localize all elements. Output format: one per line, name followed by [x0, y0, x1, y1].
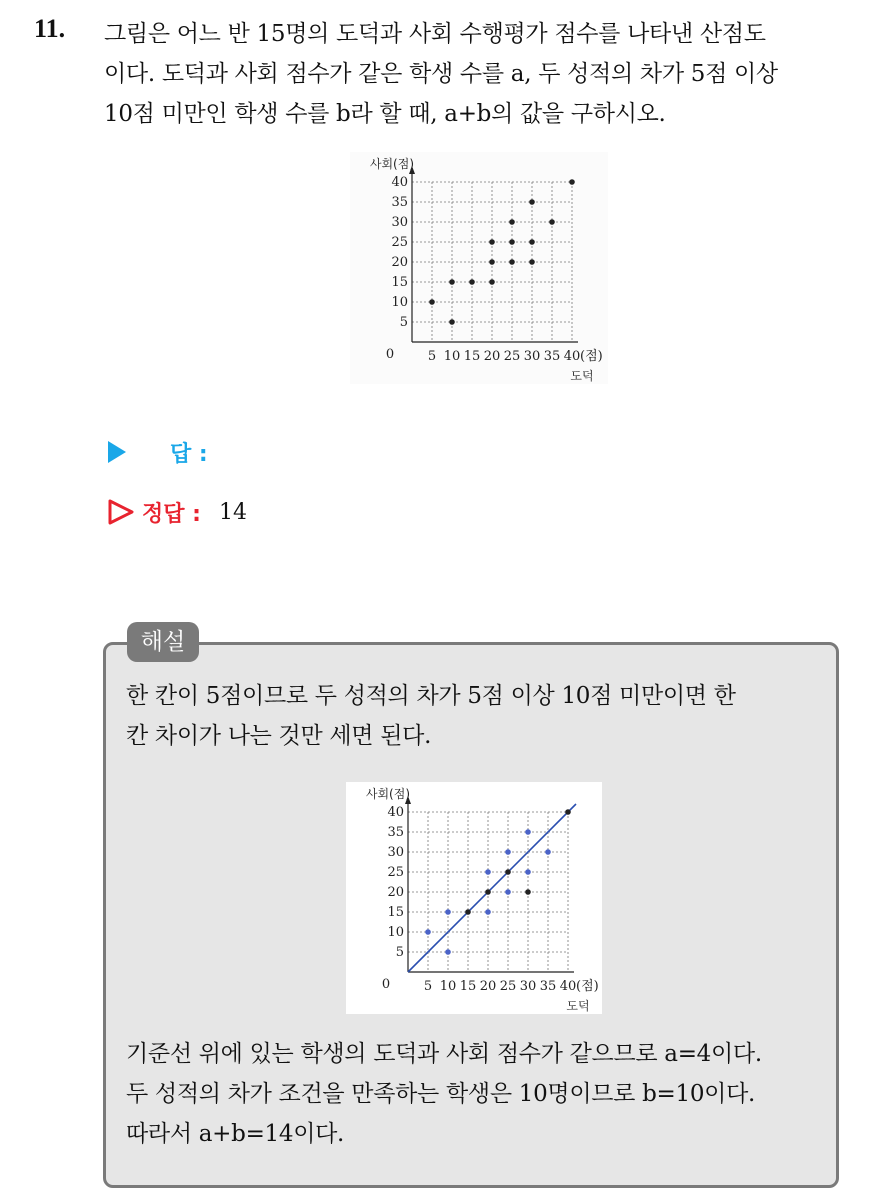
origin-label: 0	[381, 977, 391, 992]
data-point	[489, 239, 495, 245]
explanation-line: 한 칸이 5점이므로 두 성적의 차가 5점 이상 10점 미만이면 한	[126, 683, 736, 709]
explanation-intro	[126, 676, 736, 756]
correct-answer-value: 14	[218, 499, 247, 525]
data-point	[549, 219, 555, 225]
x-tick-label: 25	[503, 349, 521, 364]
y-tick-label: 15	[387, 905, 404, 920]
data-point	[505, 849, 511, 855]
explanation-scatter-plot	[346, 782, 602, 1014]
data-point	[469, 279, 475, 285]
question-line: 10점 미만인 학생 수를 b라 할 때, a+b의 값을 구하시오.	[104, 101, 666, 127]
question-scatter-plot	[350, 152, 608, 384]
data-point	[429, 299, 435, 305]
data-point	[449, 279, 455, 285]
x-tick-label: 40	[563, 349, 581, 364]
y-tick-label: 25	[391, 235, 408, 250]
y-tick-label: 10	[391, 295, 408, 310]
data-point	[525, 869, 531, 875]
data-point	[529, 259, 535, 265]
data-point	[425, 929, 431, 935]
question-line: 그림은 어느 반 15명의 도덕과 사회 수행평가 점수를 나타낸 산점도	[104, 21, 766, 47]
x-tick-label: 30	[523, 349, 541, 364]
y-tick-label: 40	[391, 175, 408, 190]
y-tick-label: 5	[399, 315, 408, 330]
answer-row	[108, 434, 208, 470]
data-point	[569, 179, 575, 185]
x-tick-label: 20	[479, 979, 497, 994]
x-tick-label: 40	[559, 979, 577, 994]
data-point	[509, 259, 515, 265]
data-point	[529, 239, 535, 245]
data-point	[445, 909, 451, 915]
y-tick-label: 40	[387, 805, 404, 820]
data-point	[445, 949, 451, 955]
explanation-line: 칸 차이가 나는 것만 세면 된다.	[126, 723, 432, 749]
data-point	[485, 869, 491, 875]
x-tick-label: 15	[463, 349, 481, 364]
x-unit-label: (점)	[576, 979, 599, 994]
x-axis-label: 도덕	[570, 369, 594, 383]
question-number: 11.	[34, 14, 66, 43]
question-text	[104, 14, 864, 134]
y-tick-label: 20	[387, 885, 404, 900]
y-tick-label: 30	[391, 215, 408, 230]
data-point	[529, 199, 535, 205]
data-point	[489, 259, 495, 265]
data-point	[545, 849, 551, 855]
x-tick-label: 10	[443, 349, 461, 364]
y-tick-label: 30	[387, 845, 404, 860]
explanation-tab: 해설	[127, 622, 199, 662]
y-tick-label: 20	[391, 255, 408, 270]
answer-triangle-icon	[108, 441, 126, 463]
y-axis-label: 사회(점)	[365, 787, 410, 801]
explanation-outro	[126, 1034, 762, 1154]
x-tick-label: 20	[483, 349, 501, 364]
data-point	[489, 279, 495, 285]
x-tick-label: 10	[439, 979, 457, 994]
x-tick-label: 35	[539, 979, 557, 994]
data-point	[509, 219, 515, 225]
data-point	[509, 239, 515, 245]
origin-label: 0	[385, 347, 395, 362]
y-tick-label: 15	[391, 275, 408, 290]
question-line: 이다. 도덕과 사회 점수가 같은 학생 수를 a, 두 성적의 차가 5점 이상	[104, 61, 778, 87]
data-point	[525, 829, 531, 835]
x-tick-label: 15	[459, 979, 477, 994]
y-tick-label: 10	[387, 925, 404, 940]
data-point	[505, 869, 511, 875]
x-tick-label: 35	[543, 349, 561, 364]
explanation-line: 따라서 a+b=14이다.	[126, 1121, 345, 1147]
explanation-line: 두 성적의 차가 조건을 만족하는 학생은 10명이므로 b=10이다.	[126, 1081, 756, 1107]
data-point	[505, 889, 511, 895]
data-point	[525, 889, 531, 895]
x-tick-label: 25	[499, 979, 517, 994]
y-tick-label: 35	[387, 825, 404, 840]
x-unit-label: (점)	[580, 349, 603, 364]
correct-answer-label: 정답 :	[142, 501, 201, 527]
answer-label: 답 :	[170, 441, 208, 467]
y-tick-label: 35	[391, 195, 408, 210]
data-point	[485, 909, 491, 915]
y-axis-label: 사회(점)	[369, 157, 414, 171]
data-point	[465, 909, 471, 915]
data-point	[565, 809, 571, 815]
data-point	[485, 889, 491, 895]
x-tick-label: 5	[427, 349, 437, 364]
x-tick-label: 5	[423, 979, 433, 994]
x-axis-label: 도덕	[566, 999, 590, 1013]
y-tick-label: 25	[387, 865, 404, 880]
explanation-line: 기준선 위에 있는 학생의 도덕과 사회 점수가 같으므로 a=4이다.	[126, 1041, 762, 1067]
y-tick-label: 5	[395, 945, 404, 960]
correct-answer-row	[108, 494, 247, 530]
x-tick-label: 30	[519, 979, 537, 994]
correct-triangle-icon	[108, 499, 134, 525]
data-point	[449, 319, 455, 325]
